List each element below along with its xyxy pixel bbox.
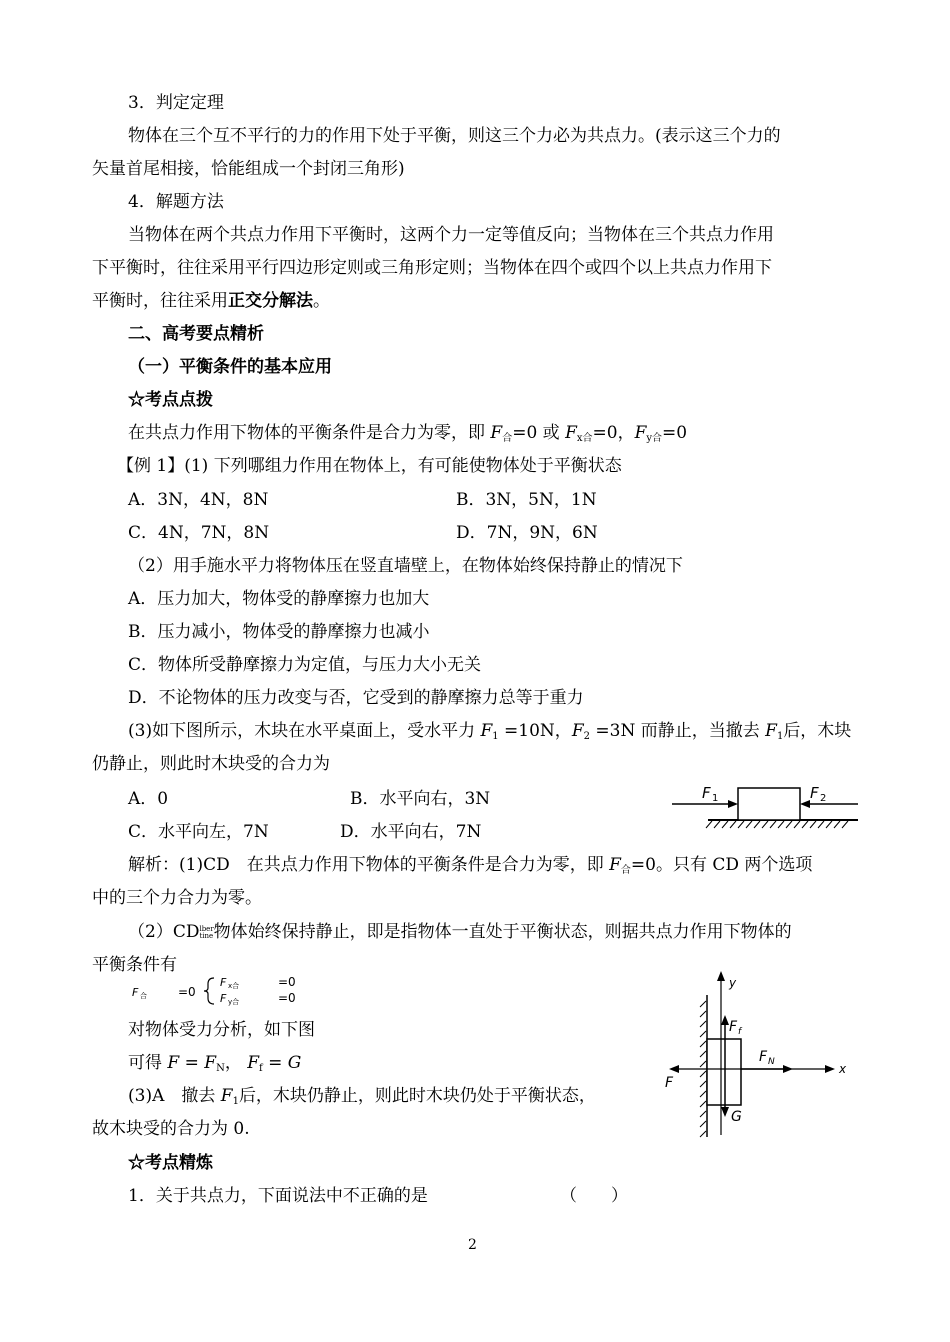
paragraph-line: 下平衡时，往往采用平行四边形定则或三角形定则；当物体在四个或四个以上共点力作用下: [92, 258, 772, 278]
var-F1: F: [220, 1086, 233, 1106]
option-b: B．水平向右，3N: [350, 789, 491, 809]
practice-title: ☆考点精炼: [128, 1153, 213, 1173]
force-analysis-figure: [655, 965, 855, 1140]
label-f1-sub: 1: [712, 793, 719, 804]
text-run: =0: [662, 423, 688, 443]
formula-Fx: F: [220, 976, 227, 989]
table-hatching: [706, 821, 848, 828]
paragraph-line: 对物体受力分析，如下图: [128, 1020, 315, 1040]
text-run: 可得: [128, 1053, 168, 1073]
subsection-title: （一）平衡条件的基本应用: [128, 357, 332, 377]
label-f: F: [665, 1075, 674, 1091]
text-run: =10N，: [498, 721, 572, 741]
paragraph-line: 当物体在两个共点力作用下平衡时，这两个力一定等值反向；当物体在三个共点力作用: [128, 225, 774, 245]
paragraph-line: 物体在三个互不平行的力的作用下处于平衡，则这三个力必为共点力。(表示这三个力的: [128, 126, 781, 146]
example-question-2: （2）用手施水平力将物体压在竖直墙壁上，在物体始终保持静止的情况下: [128, 556, 683, 576]
label-ff-sub: f: [738, 1027, 742, 1037]
text-run: 物体始终保持静止，即是指物体一直处于平衡状态，则据共点力作用下物体的: [213, 922, 792, 942]
subscript: 1: [492, 731, 499, 742]
formula-Fy: F: [220, 992, 227, 1005]
paragraph-line: 中的三个力合力为零。: [92, 888, 262, 908]
subscript: 1: [232, 1096, 239, 1107]
formula-F: F: [132, 986, 139, 999]
arrowhead: [800, 800, 810, 808]
var-F: F: [490, 423, 503, 443]
section-heading-theorem: 3．判定定理: [128, 93, 224, 113]
text-run: =: [262, 1053, 288, 1073]
text-run: 在共点力作用下物体的平衡条件是合力为零，即: [128, 423, 491, 443]
text-run: (3)如下图所示，木块在水平桌面上，受水平力: [128, 721, 481, 741]
formula-eq: =0: [178, 985, 196, 999]
var-F2: F: [571, 721, 584, 741]
equilibrium-condition: [128, 422, 687, 450]
text-run: =: [179, 1053, 205, 1073]
text-run: =0 或: [512, 423, 566, 443]
var-Ff: F: [247, 1053, 260, 1073]
label-f2: F: [810, 784, 819, 802]
tiny-text: lber: [199, 924, 214, 933]
page-number: 2: [468, 1237, 477, 1253]
brace: [204, 978, 214, 1004]
analysis-part-1: [128, 854, 812, 882]
formula-sub: y合: [228, 998, 240, 1006]
option-a: A．3N，4N，8N: [128, 490, 269, 510]
var-F1: F: [480, 721, 493, 741]
var-F1: F: [765, 721, 777, 741]
option-d: D．不论物体的压力改变与否，它受到的静摩擦力总等于重力: [128, 688, 584, 708]
option-a: A．压力加大，物体受的静摩擦力也加大: [128, 589, 430, 609]
paragraph-line: 矢量首尾相接，恰能组成一个封闭三角形): [92, 159, 405, 179]
label-x: x: [839, 1062, 847, 1076]
subscript: 1: [776, 731, 784, 742]
analysis-part-2: [128, 921, 792, 943]
label-ff: F: [729, 1019, 738, 1035]
label-y: y: [729, 976, 737, 990]
text-run: 后，木块: [783, 721, 852, 741]
analysis-part-3: [128, 1085, 596, 1113]
example-label: 【例 1】: [117, 456, 185, 476]
var-Fy: F: [634, 423, 647, 443]
var-G: G: [287, 1053, 302, 1073]
label-f2-sub: 2: [820, 793, 827, 804]
arrowhead-f: [669, 1065, 679, 1073]
answer-blank: （ ）: [560, 1186, 628, 1206]
arrowhead: [721, 1015, 729, 1025]
text-run: 解析：(1)CD 在共点力作用下物体的平衡条件是合力为零，即: [128, 855, 610, 875]
example-question-3: [128, 720, 851, 748]
tiny-text: tine: [199, 931, 214, 940]
option-d: D．7N，9N，6N: [456, 523, 598, 543]
example-question-1: [117, 455, 622, 477]
text-run: （2）CD: [128, 922, 200, 942]
option-c: C．物体所受静摩擦力为定值，与压力大小无关: [128, 655, 482, 675]
label-g: G: [731, 1109, 742, 1125]
equilibrium-formula: [130, 974, 330, 1008]
paragraph-line: [92, 290, 330, 312]
label-fn: F: [759, 1049, 768, 1065]
subscript: N: [216, 1063, 225, 1074]
label-f1: F: [702, 784, 711, 802]
text-run: =0，: [592, 423, 635, 443]
block: [707, 1039, 741, 1105]
text-run: ，: [224, 1053, 248, 1073]
formula-eq: =0: [278, 991, 296, 1005]
practice-question-1: 1．关于共点力，下面说法中不正确的是: [128, 1186, 428, 1206]
text-run: =3N 而静止，当撤去: [589, 721, 766, 741]
text-run: =0。只有 CD 两个选项: [630, 855, 813, 875]
option-c: C．水平向左，7N: [128, 822, 269, 842]
formula-sub: 合: [140, 992, 147, 1000]
ocr-artifact: [199, 926, 213, 940]
label-fn-sub: N: [768, 1057, 775, 1067]
paragraph-line: 故木块受的合力为 0.: [92, 1119, 250, 1139]
tip-title: ☆考点点拨: [128, 390, 213, 410]
section-heading-method: 4．解题方法: [128, 192, 224, 212]
option-b: B．压力减小，物体受的静摩擦力也减小: [128, 622, 430, 642]
question-text: (1) 下列哪组力作用在物体上，有可能使物体处于平衡状态: [184, 456, 622, 476]
section-title: 二、高考要点精析: [128, 324, 264, 344]
var-Fx: F: [565, 423, 577, 443]
bold-term: 正交分解法: [228, 291, 313, 311]
arrowhead: [783, 1065, 793, 1073]
block-on-table-figure: [668, 780, 868, 832]
text-run: (3)A 撤去: [128, 1086, 221, 1106]
formula-sub: x合: [228, 982, 240, 990]
option-a: A．0: [128, 789, 169, 809]
text-run: 。: [313, 291, 330, 311]
subscript: f: [259, 1063, 263, 1074]
option-c: C．4N，7N，8N: [128, 523, 270, 543]
text-run: 后，木块仍静止，则此时木块仍处于平衡状态，: [238, 1086, 596, 1106]
paragraph-line: 平衡条件有: [92, 955, 177, 975]
wooden-block: [738, 788, 800, 820]
text-run: 平衡时，往往采用: [92, 291, 228, 311]
arrowhead: [825, 1065, 835, 1073]
result-equation: [128, 1052, 301, 1080]
option-b: B．3N，5N，1N: [456, 490, 597, 510]
arrowhead: [728, 800, 738, 808]
subscript: 合: [502, 433, 513, 444]
subscript: 2: [583, 731, 590, 742]
var-FN: F: [204, 1053, 217, 1073]
subscript: 合: [620, 865, 631, 876]
arrowhead: [721, 1107, 729, 1117]
formula-eq: =0: [278, 975, 296, 989]
arrowhead: [717, 971, 725, 981]
var-F: F: [609, 855, 621, 875]
subscript: y合: [646, 433, 663, 444]
subscript: x合: [576, 433, 593, 444]
var-F: F: [167, 1053, 180, 1073]
paragraph-line: 仍静止，则此时木块受的合力为: [92, 754, 330, 774]
option-d: D．水平向右，7N: [340, 822, 482, 842]
